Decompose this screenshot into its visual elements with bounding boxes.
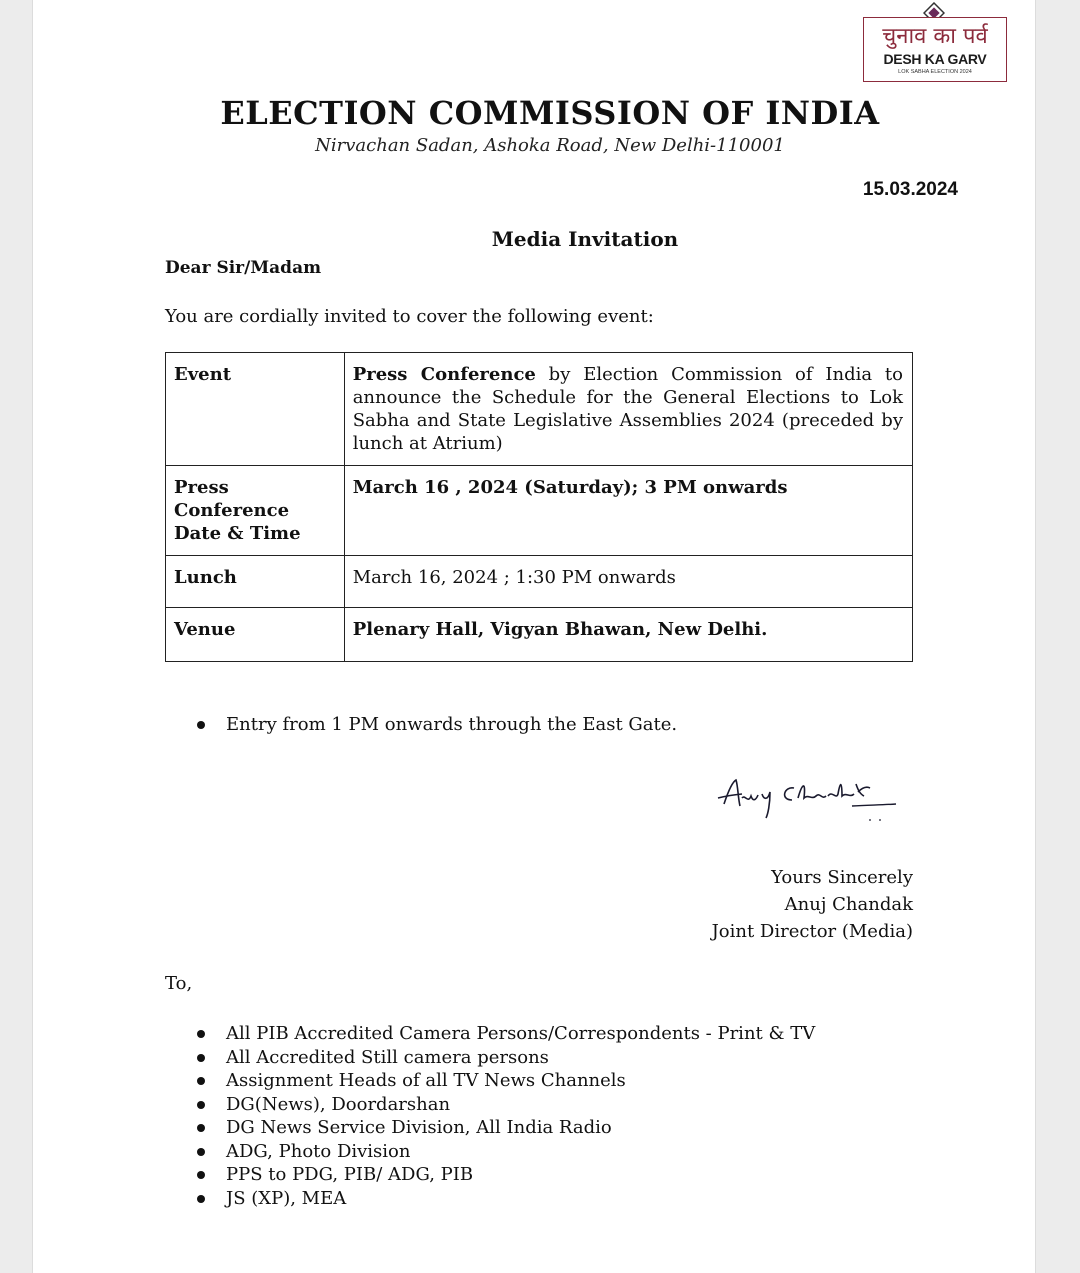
table-row-event: [166, 353, 913, 466]
row-label: Press Conference Date & Time: [166, 466, 345, 556]
row-value: [344, 353, 912, 466]
signatory-name: Anuj Chandak: [784, 894, 913, 915]
signatory-designation: Joint Director (Media): [711, 921, 913, 942]
event-details-table: [165, 352, 913, 662]
list-item: DG News Service Division, All India Radio: [196, 1116, 815, 1140]
document-date: 15.03.2024: [862, 179, 958, 200]
handwritten-signature: [712, 770, 902, 830]
row-value: March 16 , 2024 (Saturday); 3 PM onwards: [344, 466, 912, 556]
logo-subtitle: LOK SABHA ELECTION 2024: [898, 69, 972, 75]
closing-block: [650, 864, 913, 945]
document-title: Media Invitation: [491, 227, 679, 251]
greeting: Dear Sir/Madam: [165, 258, 322, 278]
table-row-datetime: [166, 466, 913, 556]
table-row-lunch: [166, 556, 913, 608]
list-item: Entry from 1 PM onwards through the East Gate.: [196, 713, 677, 737]
list-item: ADG, Photo Division: [196, 1140, 815, 1164]
row-value-bold: Press Conference: [352, 364, 536, 385]
row-label: Event: [166, 353, 345, 466]
row-label: Venue: [166, 608, 345, 662]
intro-text: You are cordially invited to cover the following event:: [165, 306, 654, 327]
organization-title: ELECTION COMMISSION OF INDIA: [220, 94, 880, 132]
table-row-venue: [166, 608, 913, 662]
row-label: Lunch: [166, 556, 345, 608]
notes-list: [196, 713, 677, 737]
list-item: All Accredited Still camera persons: [196, 1046, 815, 1070]
logo-english-text: DESH KA GARV: [883, 51, 987, 67]
row-value: Plenary Hall, Vigyan Bhawan, New Delhi.: [344, 608, 912, 662]
list-item: Assignment Heads of all TV News Channels: [196, 1069, 815, 1093]
row-value-text: by Election Commission of India to announce the Schedule for the General Elections to Lok Sabha and State Legislative Assemblies 2024 (preceded by lunch at Atrium): [352, 364, 903, 454]
list-item: All PIB Accredited Camera Persons/Correspondents - Print & TV: [196, 1022, 815, 1046]
logo-hindi-text: चुनाव का पर्व: [882, 24, 988, 49]
row-value: March 16, 2024 ; 1:30 PM onwards: [344, 556, 912, 608]
closing-salutation: Yours Sincerely: [771, 867, 913, 888]
recipients-list: [196, 1022, 815, 1210]
list-item: JS (XP), MEA: [196, 1187, 815, 1211]
list-item: DG(News), Doordarshan: [196, 1093, 815, 1117]
organization-address: Nirvachan Sadan, Ashoka Road, New Delhi-110001: [315, 135, 785, 156]
election-logo: [863, 17, 1007, 82]
recipients-label: To,: [165, 973, 193, 994]
list-item: PPS to PDG, PIB/ ADG, PIB: [196, 1163, 815, 1187]
